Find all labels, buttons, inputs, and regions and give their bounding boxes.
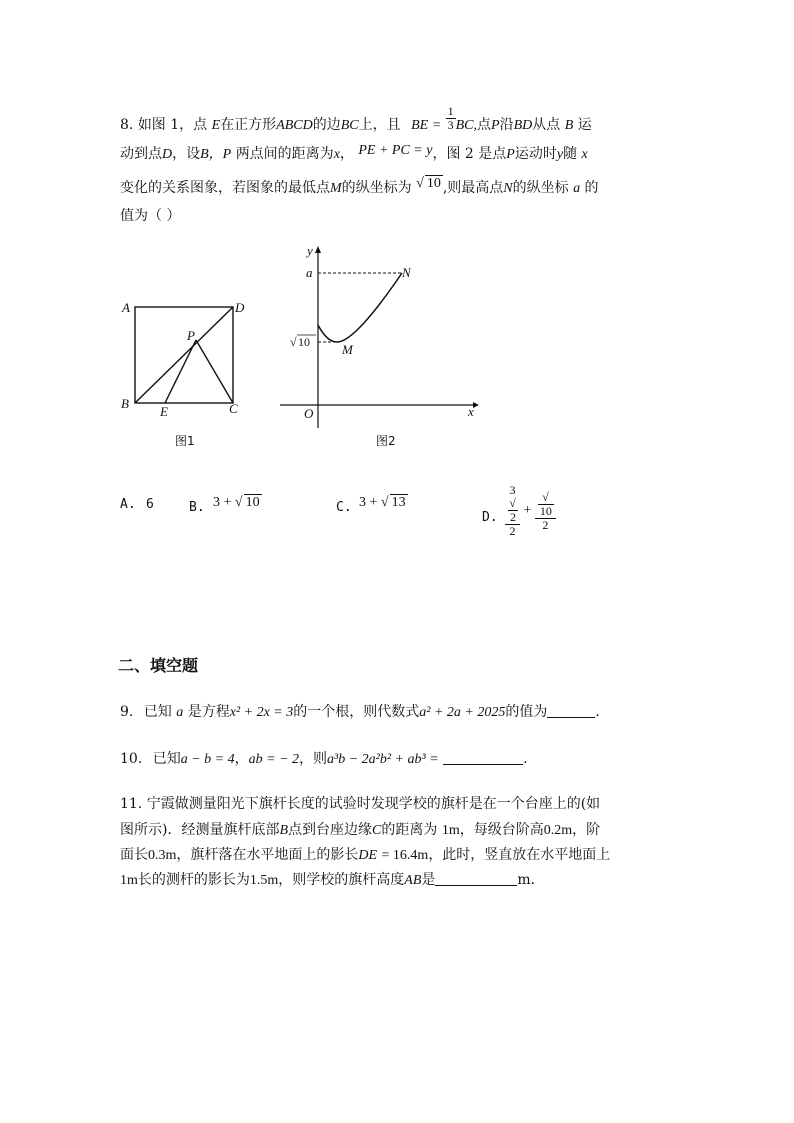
label-sqrt10-radicand: 10 <box>298 335 310 349</box>
option-b-value: 3 + √ 10 <box>213 495 260 510</box>
q8-var-N: N <box>503 181 513 196</box>
option-a-value: 6 <box>146 497 154 512</box>
label-M: M <box>342 342 353 357</box>
q10-expression: a³b − 2a²b² + ab³ = <box>327 752 439 767</box>
plus-sign: + <box>523 503 532 519</box>
radicand: 2 <box>510 510 516 524</box>
label-N: N <box>402 265 411 280</box>
q10-number: 10. <box>120 751 143 767</box>
q8-line-4 <box>120 205 180 225</box>
q11-value: 1m <box>441 823 460 838</box>
q8-text: 的纵坐标 <box>512 180 569 196</box>
q8-var-P: P <box>506 147 515 162</box>
q8-text: ，图 2 是点 <box>432 146 507 162</box>
q9-line <box>120 701 600 721</box>
diagonal-bd <box>135 307 233 403</box>
q11-text: 长的测杆的影长为 <box>137 872 250 888</box>
frac-numerator: 1 <box>447 103 454 118</box>
option-d-value <box>505 484 556 538</box>
q11-value: 0.3m <box>148 848 177 863</box>
q11-text: 面长 <box>120 847 148 863</box>
q11-text: 11. 宁霞做测量阳光下旗杆长度的试验时发现学校的旗杆是在一个台座上的(如 <box>120 796 601 812</box>
q8-var-ABCD: ABCD <box>276 118 313 133</box>
q11-value: 0.2m <box>543 823 573 838</box>
q9-text: 的值为 <box>505 704 548 720</box>
q11-text: 的距离为 <box>381 822 438 838</box>
q8-var-a: a <box>573 181 581 196</box>
q8-answer-paren: 值为（ ） <box>120 208 181 224</box>
option-b-prefix: 3 + <box>213 495 232 510</box>
option-d-frac-1 <box>505 484 520 538</box>
y-axis-arrow <box>315 246 321 253</box>
frac-denominator: 3 <box>447 117 454 132</box>
q8-var-M: M <box>330 181 342 196</box>
q8-var-D: D <box>162 147 173 162</box>
q11-text: m． <box>517 872 545 888</box>
segment-pc <box>196 340 233 403</box>
option-c-value: 3 + √ 13 <box>359 495 406 510</box>
q9-text: 的一个根，则代数式 <box>293 704 420 720</box>
option-c-label[interactable]: C. <box>336 500 352 515</box>
label-B: B <box>121 396 129 411</box>
q8-text: 的边 <box>312 117 341 133</box>
q11-var-DE: DE <box>358 848 378 863</box>
q8-var-x: x <box>581 147 588 162</box>
q11-line-3 <box>120 844 610 864</box>
option-c-prefix: 3 + <box>359 495 378 510</box>
option-c-radicand: 13 <box>391 495 406 510</box>
q9-number: 9. <box>120 704 134 720</box>
segment-pe <box>165 340 196 403</box>
q8-text: 上，且 <box>358 117 401 133</box>
q8-text: ，设 <box>172 146 201 162</box>
label-y: y <box>307 243 313 258</box>
figure-1-square <box>115 290 265 455</box>
q8-text: 运 <box>577 117 592 133</box>
q8-var-x: x <box>333 147 340 162</box>
q9-equation: x² + 2x = 3 <box>229 705 294 720</box>
q11-value: 1.5m <box>249 873 279 888</box>
frac-denominator: 2 <box>542 517 549 532</box>
q9-text: 是方程 <box>187 704 230 720</box>
q10-eq-2: ab = − 2 <box>248 752 300 767</box>
label-C: C <box>229 401 238 416</box>
fig1-caption: 图1 <box>175 434 195 448</box>
frac-numerator: 3 √ 2 <box>505 484 520 525</box>
fig2-caption: 图2 <box>376 434 396 448</box>
q8-line-2 <box>120 143 588 163</box>
q8-be-lhs: BE = <box>411 118 442 133</box>
q8-text: 两点间的距离为 <box>235 146 334 162</box>
q11-text: 是 <box>421 872 436 888</box>
q8-text: 变化的关系图象，若图象的最低点 <box>120 180 330 196</box>
option-b-label[interactable]: B. <box>189 500 205 515</box>
x-axis-arrow <box>473 402 479 408</box>
q8-var-y: y <box>556 147 564 162</box>
q8-be-fraction <box>446 105 456 132</box>
q8-text: ,则最高点 <box>442 180 504 196</box>
q8-text: 的 <box>584 180 599 196</box>
q8-text: 的纵坐标为 <box>341 180 412 196</box>
q11-text: ，阶 <box>572 822 601 838</box>
label-D: D <box>235 300 245 315</box>
q11-var-AB: AB <box>404 873 422 888</box>
figure-2-graph <box>275 238 490 453</box>
q8-text: 如图 1，点 <box>137 117 208 133</box>
q8-var-P: P <box>491 118 500 133</box>
q11-text: ，每级台阶高 <box>459 822 544 838</box>
option-b-radicand: 10 <box>245 495 260 510</box>
q11-text: ，则学校的旗杆高度 <box>278 872 405 888</box>
q11-value: 1m <box>120 873 138 888</box>
label-P: P <box>187 328 195 343</box>
q10-text: 已知 <box>152 751 181 767</box>
q8-var-E: E <box>211 118 221 133</box>
q8-text: 随 <box>563 146 578 162</box>
frac-numerator: √ 10 <box>535 491 556 519</box>
q11-line-2 <box>120 819 600 839</box>
label-x: x <box>468 404 474 419</box>
q8-text: 点 <box>477 117 491 133</box>
q8-text: 动到点 <box>120 146 162 162</box>
q10-eq-1: a − b = 4 <box>180 752 235 767</box>
q9-answer-blank[interactable] <box>547 717 595 718</box>
q10-text: ，则 <box>299 751 328 767</box>
q8-be-rhs: BC, <box>455 118 477 133</box>
q11-var-B: B <box>279 823 289 838</box>
q9-expression: a² + 2a + 2025 <box>419 705 506 720</box>
coef: 3 <box>509 483 516 497</box>
option-d-frac-2 <box>535 491 556 532</box>
q11-answer-blank[interactable] <box>435 885 517 886</box>
frac-denominator: 2 <box>509 524 516 538</box>
radicand: 10 <box>539 503 552 518</box>
q10-line <box>120 748 528 768</box>
label-O: O <box>304 406 314 421</box>
q9-text: 已知 <box>143 704 172 720</box>
q10-period: . <box>523 751 528 767</box>
q8-equation: PE + PC = y <box>358 143 433 158</box>
q8-text: ， <box>339 146 354 162</box>
label-sqrt10: √ <box>290 335 297 349</box>
q8-line-3 <box>120 177 599 197</box>
q11-value: = 16.4m <box>381 848 429 863</box>
q8-number: 8. <box>120 117 134 133</box>
q11-var-C: C <box>372 823 382 838</box>
q8-var-BP: B，P <box>200 147 232 162</box>
q11-text: 图所示)．经测量旗杆底部 <box>120 822 280 838</box>
q9-period: . <box>595 704 600 720</box>
q11-text: ，旗杆落在水平地面上的影长 <box>176 847 359 863</box>
q8-text: 在正方形 <box>220 117 277 133</box>
q8-var-BD: BD <box>513 118 533 133</box>
q8-var-B: B <box>564 118 574 133</box>
radicand: 10 <box>426 176 441 191</box>
curve <box>318 273 402 342</box>
label-A: A <box>122 300 130 315</box>
option-d-label[interactable]: D. <box>482 510 498 525</box>
q8-var-BC: BC <box>340 118 359 133</box>
q10-answer-blank[interactable] <box>443 764 523 765</box>
label-a: a <box>306 265 313 280</box>
q11-text: ，此时，竖直放在水平地面上 <box>428 847 611 863</box>
q11-text: 点到台座边缘 <box>288 822 373 838</box>
q8-text: 沿 <box>499 117 514 133</box>
q8-text: 运动时 <box>514 146 557 162</box>
q8-sqrt10: √ 10 <box>416 176 441 191</box>
q9-var-a: a <box>176 705 184 720</box>
section-heading: 二、填空题 <box>118 656 199 675</box>
q8-line-1 <box>120 103 592 134</box>
q11-line-1 <box>120 793 600 813</box>
label-E: E <box>160 404 168 419</box>
q10-text: ， <box>234 751 249 767</box>
q8-text: 从点 <box>532 117 561 133</box>
option-a-label[interactable]: A. <box>120 497 136 512</box>
q11-line-4 <box>120 869 545 889</box>
